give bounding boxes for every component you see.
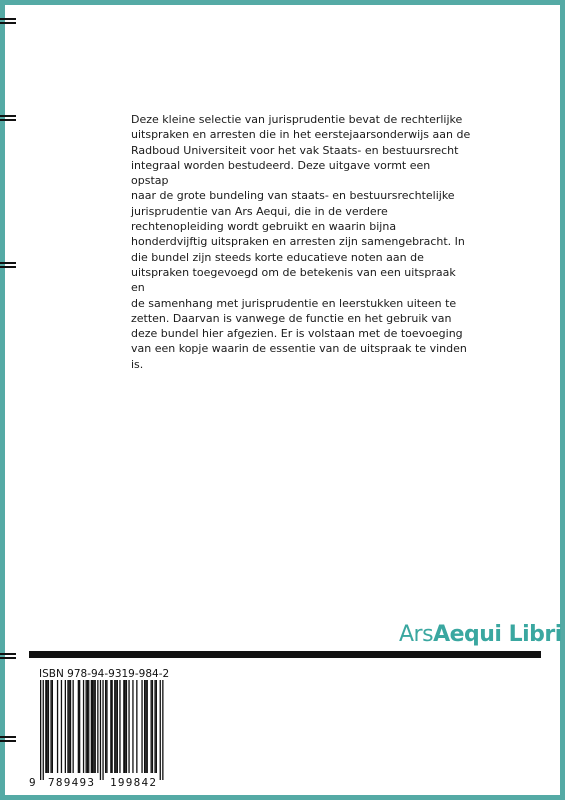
barcode-bar (110, 680, 111, 773)
barcode-bar (151, 680, 152, 773)
barcode-bar (115, 680, 116, 773)
barcode-bar (47, 680, 48, 773)
barcode-bar (125, 680, 126, 773)
barcode-bar (52, 680, 53, 773)
barcode-bar (152, 680, 153, 773)
publisher-logo (399, 622, 562, 647)
isbn-label: ISBN 978-94-9319-984-2 (39, 668, 170, 680)
barcode-bar (65, 680, 66, 773)
barcode-bar (86, 680, 87, 773)
publisher-logo-aequi-libri: Aequi Libri (433, 622, 562, 647)
barcode-bar (156, 680, 157, 773)
barcode-bar (88, 680, 89, 773)
barcode-bar (123, 680, 124, 773)
barcode-bar (92, 680, 93, 773)
barcode-bar (100, 680, 101, 780)
crop-mark (0, 653, 16, 659)
barcode-bar (154, 680, 155, 773)
barcode-bar (136, 680, 137, 773)
crop-mark (0, 736, 16, 742)
barcode-bar (69, 680, 70, 773)
barcode-digits-left: 789493 (48, 776, 94, 789)
barcode-bar (162, 680, 163, 780)
barcode-bar (61, 680, 62, 773)
barcode-bar (67, 680, 68, 773)
barcode-digit-first: 9 (29, 776, 36, 789)
barcode-bar (126, 680, 127, 773)
barcode-bar (70, 680, 71, 773)
barcode-bar (50, 680, 51, 773)
barcode-bar (48, 680, 49, 773)
barcode-bar (105, 680, 106, 773)
barcode-bar (45, 680, 46, 773)
barcode-bar (102, 680, 103, 780)
crop-mark (0, 18, 16, 24)
isbn-barcode (28, 680, 170, 790)
barcode-bar (114, 680, 115, 773)
barcode-digits-right: 199842 (110, 776, 156, 789)
barcode-bar (112, 680, 113, 773)
barcode-bar (145, 680, 146, 773)
barcode-bar (93, 680, 94, 773)
barcode-bar (73, 680, 74, 773)
barcode-bar (160, 680, 161, 780)
barcode-bar (95, 680, 96, 773)
crop-mark (0, 115, 16, 121)
barcode-bar (79, 680, 80, 773)
barcode-bar (119, 680, 120, 773)
divider-rule (29, 651, 541, 658)
barcode-bar (57, 680, 58, 773)
barcode-bar (147, 680, 148, 773)
barcode-bar (117, 680, 118, 773)
barcode-bar (40, 680, 41, 780)
back-cover-blurb: Deze kleine selectie van jurisprudentie bevat de rechterlijke uitspraken en arresten die in het eerstejaarsonderwijs aan de Radboud Universiteit voor het vak Staats- en bestuursrecht integraal worden bestudeerd. Deze uitgave vormt een opstap naar de grote bundeling van staats- en bestuursrechtelijke jurisprudentie van Ars Aequi, die in de verdere rechtenopleiding wordt gebruikt en waarin bijna honderdvijftig uitspraken en arresten zijn samengebracht. In die bundel zijn steeds korte educatieve noten aan de uitspraken toegevoegd om de betekenis van een uitspraak en de samenhang met jurisprudentie en leerstukken uiteen te zetten. Daarvan is vanwege de functie en het gebruik van deze bundel hier afgezien. Er is volstaan met de toevoeging van een kopje waarin de essentie van de uitspraak te vinden is. (131, 113, 471, 371)
barcode-bar (106, 680, 107, 773)
barcode-bar (43, 680, 44, 780)
barcode-bar (78, 680, 79, 773)
barcode-bar (144, 680, 145, 773)
barcode-bar (132, 680, 133, 773)
barcode-bar (87, 680, 88, 773)
crop-mark (0, 262, 16, 268)
barcode-bar (91, 680, 92, 773)
barcode-bar (97, 680, 98, 773)
barcode-bar (128, 680, 129, 773)
publisher-logo-ars: Ars (399, 622, 434, 647)
barcode-bar (141, 680, 142, 773)
barcode-bar (83, 680, 84, 773)
